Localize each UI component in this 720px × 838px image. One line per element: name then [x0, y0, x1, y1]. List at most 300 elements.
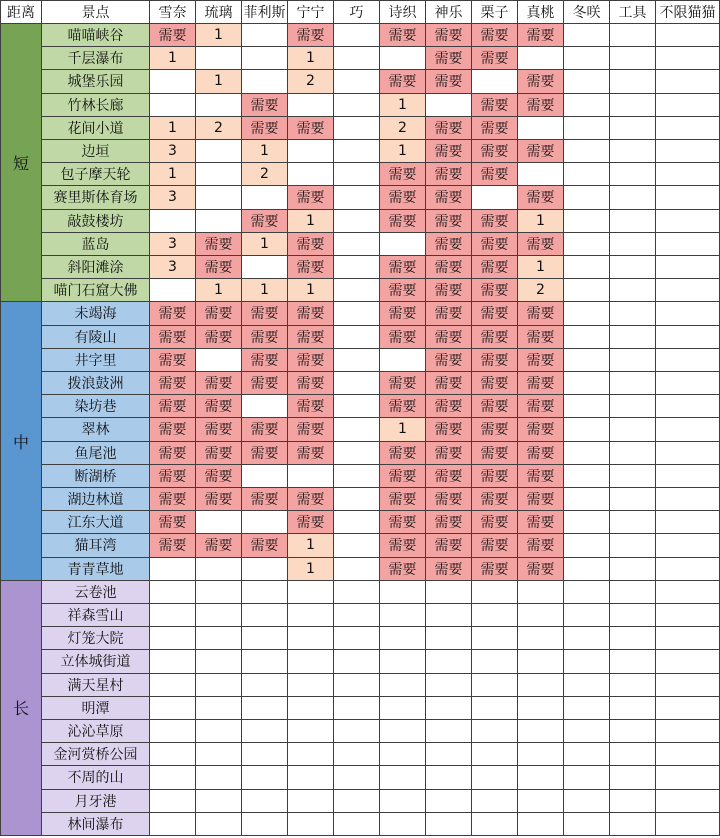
spot-name: 立体城街道 [42, 650, 150, 673]
requirement-cell [334, 813, 380, 836]
requirement-cell: 需要 [196, 465, 242, 488]
requirement-cell [610, 47, 656, 70]
requirement-cell: 需要 [196, 256, 242, 279]
requirement-cell [518, 47, 564, 70]
requirement-cell: 需要 [380, 534, 426, 557]
spot-name: 赛里斯体育场 [42, 186, 150, 209]
requirement-cell: 需要 [426, 117, 472, 140]
requirement-cell [610, 256, 656, 279]
column-header: 神乐 [426, 0, 472, 24]
requirement-cell [334, 697, 380, 720]
requirement-cell: 需要 [242, 442, 288, 465]
requirement-cell: 1 [242, 140, 288, 163]
requirement-cell [242, 720, 288, 743]
requirement-cell [334, 349, 380, 372]
requirement-cell [472, 186, 518, 209]
requirement-cell [518, 627, 564, 650]
requirement-cell: 需要 [518, 70, 564, 93]
requirement-cell: 1 [288, 558, 334, 581]
requirement-cell [242, 395, 288, 418]
spot-name: 不周的山 [42, 766, 150, 789]
requirement-cell [656, 372, 720, 395]
requirement-cell [288, 627, 334, 650]
requirement-cell: 需要 [472, 349, 518, 372]
requirement-cell: 需要 [150, 442, 196, 465]
requirement-cell [656, 813, 720, 836]
requirement-cell: 需要 [518, 418, 564, 441]
requirement-cell [564, 558, 610, 581]
spot-name: 断湖桥 [42, 465, 150, 488]
requirement-cell: 需要 [380, 163, 426, 186]
requirement-cell [242, 743, 288, 766]
requirement-cell [334, 720, 380, 743]
requirement-cell: 需要 [150, 488, 196, 511]
spot-name: 猫耳湾 [42, 534, 150, 557]
requirement-cell: 需要 [472, 163, 518, 186]
requirement-cell: 需要 [518, 488, 564, 511]
requirement-cell [564, 534, 610, 557]
requirement-cell: 需要 [472, 279, 518, 302]
requirement-cell [610, 604, 656, 627]
requirement-cell [196, 511, 242, 534]
requirement-cell [610, 627, 656, 650]
requirement-cell [288, 604, 334, 627]
requirement-cell [288, 813, 334, 836]
requirement-cell [656, 488, 720, 511]
requirement-cell [242, 256, 288, 279]
requirement-cell [564, 117, 610, 140]
requirement-cell [656, 650, 720, 673]
requirement-cell: 需要 [518, 24, 564, 47]
requirement-cell [426, 766, 472, 789]
requirement-cell [610, 813, 656, 836]
requirement-cell [150, 581, 196, 604]
requirement-cell [150, 558, 196, 581]
requirement-cell: 需要 [518, 372, 564, 395]
requirement-cell [334, 372, 380, 395]
requirement-cell [610, 233, 656, 256]
requirement-cell [196, 94, 242, 117]
requirement-cell [426, 94, 472, 117]
requirement-cell: 需要 [380, 210, 426, 233]
requirement-cell: 需要 [150, 349, 196, 372]
requirement-cell [242, 47, 288, 70]
requirement-cell [610, 766, 656, 789]
spot-name: 鱼尾池 [42, 442, 150, 465]
requirement-cell [242, 511, 288, 534]
requirement-cell [150, 627, 196, 650]
requirement-cell [334, 418, 380, 441]
requirement-cell: 需要 [518, 558, 564, 581]
requirement-cell [334, 70, 380, 93]
requirement-cell [288, 674, 334, 697]
spot-name: 喵喵峡谷 [42, 24, 150, 47]
requirement-cell [426, 790, 472, 813]
requirement-cell [610, 210, 656, 233]
spot-name: 祥森雪山 [42, 604, 150, 627]
requirement-cell [380, 790, 426, 813]
requirement-cell: 需要 [518, 233, 564, 256]
requirement-cell [472, 743, 518, 766]
requirement-cell [150, 674, 196, 697]
requirement-cell [610, 743, 656, 766]
requirement-cell [564, 511, 610, 534]
requirement-cell [196, 766, 242, 789]
requirement-cell: 1 [288, 534, 334, 557]
requirement-cell: 需要 [288, 488, 334, 511]
requirement-cell [564, 697, 610, 720]
requirement-cell: 需要 [472, 395, 518, 418]
requirement-cell [334, 256, 380, 279]
requirement-cell [656, 790, 720, 813]
requirement-cell [472, 70, 518, 93]
requirement-cell [610, 581, 656, 604]
requirement-cell: 需要 [472, 256, 518, 279]
spot-name: 边垣 [42, 140, 150, 163]
spot-name: 有陵山 [42, 326, 150, 349]
requirement-cell: 需要 [472, 511, 518, 534]
requirement-cell: 3 [150, 256, 196, 279]
requirement-cell [334, 210, 380, 233]
spot-name: 翠林 [42, 418, 150, 441]
requirement-cell [334, 488, 380, 511]
requirement-cell [610, 349, 656, 372]
requirement-cell: 需要 [380, 326, 426, 349]
requirement-cell [564, 210, 610, 233]
requirement-cell [242, 465, 288, 488]
requirement-cell [334, 511, 380, 534]
requirement-cell [472, 604, 518, 627]
requirement-cell [610, 117, 656, 140]
requirement-cell [656, 674, 720, 697]
requirement-cell [242, 70, 288, 93]
requirement-cell [564, 47, 610, 70]
requirement-cell [288, 766, 334, 789]
requirement-cell [656, 558, 720, 581]
requirement-cell: 需要 [196, 302, 242, 325]
requirement-cell [610, 326, 656, 349]
requirement-cell [656, 743, 720, 766]
spot-name: 城堡乐园 [42, 70, 150, 93]
requirement-cell [564, 349, 610, 372]
requirement-cell [196, 186, 242, 209]
requirement-cell [242, 674, 288, 697]
spot-name: 云卷池 [42, 581, 150, 604]
requirement-cell: 2 [380, 117, 426, 140]
requirement-cell [288, 94, 334, 117]
requirement-cell: 需要 [472, 534, 518, 557]
requirement-cell [380, 47, 426, 70]
requirement-cell: 需要 [472, 488, 518, 511]
requirement-cell: 2 [518, 279, 564, 302]
column-header: 栗子 [472, 0, 518, 24]
requirement-cell [610, 674, 656, 697]
requirement-cell [242, 790, 288, 813]
requirement-cell: 需要 [196, 326, 242, 349]
requirement-cell [150, 210, 196, 233]
requirement-cell: 需要 [426, 534, 472, 557]
requirement-cell [334, 558, 380, 581]
requirement-cell [380, 627, 426, 650]
requirement-cell [242, 627, 288, 650]
requirement-cell [196, 650, 242, 673]
requirement-cell [610, 650, 656, 673]
spot-name: 花间小道 [42, 117, 150, 140]
requirement-cell: 1 [518, 210, 564, 233]
requirement-cell [334, 743, 380, 766]
spot-name: 满天星村 [42, 674, 150, 697]
requirement-cell: 1 [150, 163, 196, 186]
requirement-cell [472, 627, 518, 650]
requirement-cell [426, 743, 472, 766]
requirement-cell [610, 279, 656, 302]
requirement-cell [196, 604, 242, 627]
spot-name: 金河赏桥公园 [42, 743, 150, 766]
requirement-cell [610, 720, 656, 743]
requirement-cell [656, 279, 720, 302]
requirement-cell [380, 581, 426, 604]
spot-name: 井字里 [42, 349, 150, 372]
requirement-cell: 需要 [380, 256, 426, 279]
requirement-cell [242, 650, 288, 673]
requirement-cell: 需要 [472, 140, 518, 163]
column-header: 不限猫猫 [656, 0, 720, 24]
requirement-cell [196, 743, 242, 766]
requirement-cell [196, 790, 242, 813]
requirement-cell [426, 697, 472, 720]
spot-name: 千层瀑布 [42, 47, 150, 70]
requirement-cell: 1 [242, 233, 288, 256]
requirement-cell [564, 395, 610, 418]
requirement-cell [610, 558, 656, 581]
requirement-cell: 需要 [150, 326, 196, 349]
requirement-cell: 需要 [472, 210, 518, 233]
requirement-cell [288, 650, 334, 673]
requirement-cell: 需要 [288, 302, 334, 325]
requirement-cell [334, 581, 380, 604]
requirement-cell: 需要 [242, 488, 288, 511]
requirement-cell: 需要 [242, 418, 288, 441]
requirement-cell: 需要 [426, 465, 472, 488]
requirement-cell [242, 558, 288, 581]
requirement-cell [288, 720, 334, 743]
requirement-cell: 1 [380, 140, 426, 163]
spot-name: 青青草地 [42, 558, 150, 581]
requirement-cell [564, 790, 610, 813]
requirement-cell [150, 766, 196, 789]
requirement-cell [656, 210, 720, 233]
requirement-cell [610, 163, 656, 186]
spot-name: 包子摩天轮 [42, 163, 150, 186]
requirement-cell [656, 24, 720, 47]
requirement-cell [656, 140, 720, 163]
requirement-cell [656, 395, 720, 418]
requirement-cell: 3 [150, 233, 196, 256]
requirement-cell: 需要 [426, 511, 472, 534]
requirement-cell: 需要 [472, 326, 518, 349]
requirement-cell [564, 186, 610, 209]
requirement-cell: 需要 [380, 488, 426, 511]
spot-name: 林间瀑布 [42, 813, 150, 836]
requirement-cell [518, 790, 564, 813]
requirement-cell [472, 674, 518, 697]
requirement-cell: 需要 [380, 511, 426, 534]
requirement-cell: 需要 [196, 442, 242, 465]
spot-name: 竹林长廊 [42, 94, 150, 117]
requirement-cell [610, 697, 656, 720]
requirement-cell [380, 674, 426, 697]
column-header: 巧 [334, 0, 380, 24]
requirement-cell [656, 534, 720, 557]
requirement-cell: 需要 [426, 302, 472, 325]
requirement-cell [518, 650, 564, 673]
requirement-cell [610, 94, 656, 117]
requirement-cell [518, 813, 564, 836]
column-header: 真桃 [518, 0, 564, 24]
requirement-cell [426, 581, 472, 604]
distance-region-label: 短 [0, 24, 42, 302]
requirement-cell: 1 [150, 47, 196, 70]
requirement-cell [518, 163, 564, 186]
requirement-cell [334, 790, 380, 813]
requirement-cell: 需要 [380, 186, 426, 209]
requirement-cell: 需要 [518, 186, 564, 209]
requirement-cell [150, 720, 196, 743]
requirement-cell: 需要 [518, 534, 564, 557]
requirement-cell: 需要 [472, 442, 518, 465]
requirement-cell [242, 766, 288, 789]
requirement-cell [564, 140, 610, 163]
requirement-cell [518, 117, 564, 140]
requirement-cell [518, 720, 564, 743]
requirement-cell: 需要 [426, 372, 472, 395]
requirement-cell: 需要 [242, 534, 288, 557]
requirement-cell: 需要 [518, 442, 564, 465]
requirement-cell: 需要 [288, 256, 334, 279]
requirement-cell [288, 581, 334, 604]
requirement-cell [656, 581, 720, 604]
requirement-cell [426, 627, 472, 650]
requirement-cell: 需要 [242, 372, 288, 395]
requirement-cell: 需要 [380, 395, 426, 418]
column-header: 工具 [610, 0, 656, 24]
requirement-cell [334, 604, 380, 627]
requirement-cell: 需要 [380, 372, 426, 395]
requirement-cell: 1 [518, 256, 564, 279]
requirement-cell [426, 604, 472, 627]
requirement-cell [610, 534, 656, 557]
requirement-cell [610, 140, 656, 163]
requirement-cell: 1 [380, 94, 426, 117]
requirement-cell [656, 511, 720, 534]
requirement-cell [472, 766, 518, 789]
requirement-cell [610, 442, 656, 465]
requirement-cell: 需要 [426, 140, 472, 163]
requirement-cell: 需要 [472, 418, 518, 441]
requirement-cell: 需要 [242, 117, 288, 140]
requirement-cell [564, 650, 610, 673]
spot-name: 明潭 [42, 697, 150, 720]
column-header: 宁宁 [288, 0, 334, 24]
requirement-cell [334, 24, 380, 47]
requirement-cell: 需要 [518, 302, 564, 325]
requirement-cell [564, 743, 610, 766]
requirement-cell: 1 [150, 117, 196, 140]
requirement-cell [518, 743, 564, 766]
requirement-cell: 需要 [196, 233, 242, 256]
requirement-cell [610, 372, 656, 395]
requirement-cell: 需要 [288, 117, 334, 140]
requirement-cell [334, 674, 380, 697]
requirement-cell [334, 163, 380, 186]
requirement-cell [564, 279, 610, 302]
requirement-cell [196, 720, 242, 743]
requirement-cell [334, 279, 380, 302]
requirement-cell: 需要 [288, 442, 334, 465]
requirement-cell [610, 511, 656, 534]
requirement-cell: 1 [242, 279, 288, 302]
requirement-cell: 2 [288, 70, 334, 93]
requirement-cell: 需要 [472, 47, 518, 70]
spot-name: 拨浪鼓洲 [42, 372, 150, 395]
requirement-cell: 需要 [518, 465, 564, 488]
requirement-cell [334, 233, 380, 256]
requirement-cell: 需要 [288, 24, 334, 47]
requirement-cell [150, 650, 196, 673]
requirement-cell [334, 94, 380, 117]
column-header: 菲利斯 [242, 0, 288, 24]
requirement-cell: 需要 [426, 326, 472, 349]
requirement-cell [610, 70, 656, 93]
requirement-cell [656, 326, 720, 349]
requirement-cell: 需要 [426, 349, 472, 372]
spot-name: 染坊巷 [42, 395, 150, 418]
requirement-cell: 需要 [426, 233, 472, 256]
requirement-cell [610, 465, 656, 488]
requirement-cell: 需要 [472, 302, 518, 325]
spot-name: 未竭海 [42, 302, 150, 325]
requirement-cell [518, 766, 564, 789]
requirement-cell: 需要 [472, 24, 518, 47]
requirement-cell [564, 256, 610, 279]
requirement-cell: 需要 [472, 94, 518, 117]
requirement-cell [196, 163, 242, 186]
requirement-cell [288, 743, 334, 766]
requirement-cell: 需要 [518, 94, 564, 117]
requirement-cell: 需要 [472, 233, 518, 256]
requirement-cell: 需要 [380, 442, 426, 465]
requirement-cell: 需要 [472, 117, 518, 140]
requirement-cell [610, 395, 656, 418]
requirement-cell: 3 [150, 186, 196, 209]
requirement-cell [196, 558, 242, 581]
requirement-cell: 需要 [150, 372, 196, 395]
requirement-cell: 需要 [288, 418, 334, 441]
requirement-cell [656, 186, 720, 209]
requirement-cell: 需要 [288, 372, 334, 395]
requirement-cell: 需要 [472, 465, 518, 488]
requirement-cell [656, 256, 720, 279]
requirement-cell [564, 24, 610, 47]
requirement-cell: 需要 [426, 488, 472, 511]
requirement-cell: 需要 [380, 24, 426, 47]
requirement-cell [150, 70, 196, 93]
requirement-cell [518, 697, 564, 720]
requirement-cell: 需要 [196, 488, 242, 511]
requirement-cell [656, 697, 720, 720]
requirement-cell [564, 581, 610, 604]
requirement-cell: 需要 [288, 395, 334, 418]
